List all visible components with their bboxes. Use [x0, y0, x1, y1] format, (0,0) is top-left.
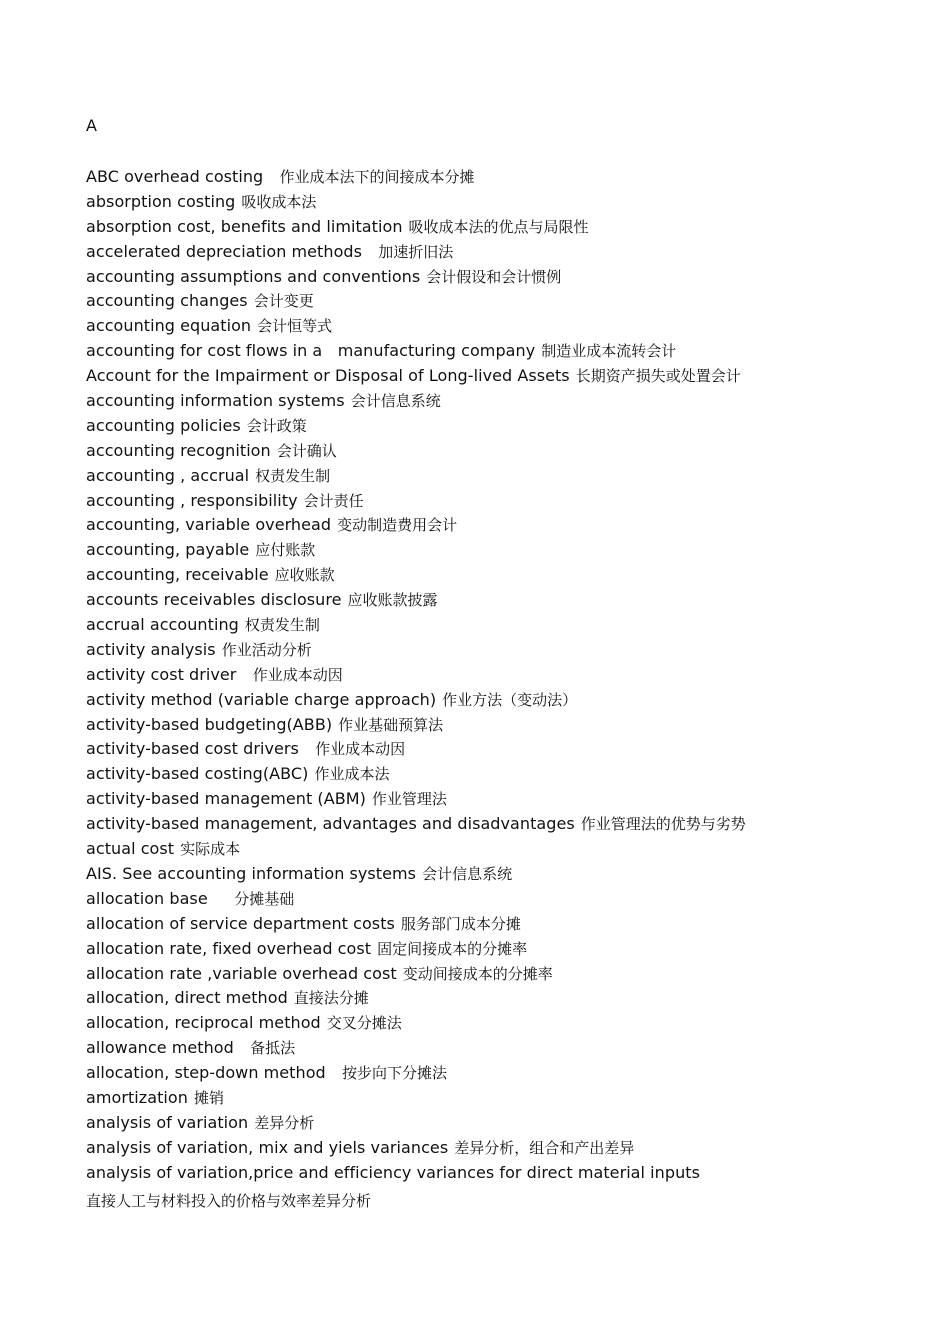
- term-english: actual cost: [86, 839, 175, 859]
- term-chinese: 作业成本法: [314, 765, 390, 784]
- glossary-entry: [86, 1111, 916, 1136]
- glossary-entry: [86, 414, 916, 439]
- term-english: accounting equation: [86, 316, 252, 336]
- term-english: activity-based management, advantages and disadvantages: [86, 814, 575, 834]
- term-english: accounting for cost flows in a manufacturing company: [86, 341, 536, 361]
- glossary-entry: [86, 588, 916, 613]
- glossary-entry: [86, 1061, 916, 1086]
- glossary-entry: [86, 762, 916, 787]
- term-chinese: 会计确认: [276, 441, 337, 460]
- term-english: absorption costing: [86, 191, 236, 211]
- term-chinese: 分摊基础: [234, 889, 295, 908]
- term-chinese: 长期资产损失或处置会计: [575, 367, 741, 386]
- term-english: allocation of service department costs: [86, 913, 395, 933]
- term-chinese: 作业方法（变动法）: [442, 690, 578, 709]
- glossary-entry: [86, 215, 916, 240]
- term-chinese: 吸收成本法的优点与局限性: [408, 217, 589, 236]
- glossary-entry: [86, 439, 916, 464]
- glossary-entry: [86, 638, 916, 663]
- term-chinese: 固定间接成本的分摊率: [377, 939, 528, 958]
- term-chinese: 作业成本动因: [315, 740, 406, 759]
- term-chinese: 摊销: [193, 1088, 224, 1107]
- term-chinese: 吸收成本法: [241, 192, 317, 211]
- term-english: allocation, reciprocal method: [86, 1013, 321, 1033]
- term-english: allocation base: [86, 888, 229, 908]
- glossary-entry: [86, 1036, 916, 1061]
- term-chinese: 变动间接成本的分摊率: [402, 964, 553, 983]
- section-letter: A: [86, 116, 97, 135]
- term-chinese: 权责发生制: [255, 466, 331, 485]
- glossary-entry: [86, 887, 916, 912]
- term-english: activity-based budgeting(ABB): [86, 714, 333, 734]
- glossary-entry: [86, 937, 916, 962]
- term-english: allocation rate ,variable overhead cost: [86, 963, 397, 983]
- glossary-entry: [86, 364, 916, 389]
- term-english: analysis of variation: [86, 1112, 249, 1132]
- glossary-entry: [86, 464, 916, 489]
- term-chinese: 变动制造费用会计: [337, 516, 458, 535]
- term-english: amortization: [86, 1087, 188, 1107]
- term-english: accounting recognition: [86, 440, 271, 460]
- term-chinese: 作业活动分析: [221, 640, 312, 659]
- glossary-entry: [86, 265, 916, 290]
- glossary-entry: [86, 962, 916, 987]
- term-chinese: 作业管理法的优势与劣势: [580, 815, 746, 834]
- glossary-entry: [86, 1086, 916, 1111]
- term-chinese: 会计信息系统: [422, 864, 513, 883]
- glossary-entry: [86, 314, 916, 339]
- glossary-entry: [86, 489, 916, 514]
- glossary-entry: [86, 563, 916, 588]
- term-chinese: 作业成本法下的间接成本分摊: [279, 168, 475, 186]
- term-chinese: 会计恒等式: [257, 317, 333, 336]
- glossary-entry: [86, 538, 916, 563]
- glossary-entry: [86, 837, 916, 862]
- glossary-entry: [86, 1136, 916, 1161]
- glossary-entry: [86, 787, 916, 812]
- term-english: accounting , accrual: [86, 465, 250, 485]
- term-english: accounting changes: [86, 291, 248, 311]
- term-chinese: 应付账款: [255, 541, 316, 560]
- term-english: activity analysis: [86, 639, 216, 659]
- glossary-entry: [86, 1161, 916, 1216]
- term-english: analysis of variation,price and efficiency variances for direct material inputs: [86, 1162, 700, 1182]
- term-english: accounting, variable overhead: [86, 515, 332, 535]
- glossary-entry: [86, 389, 916, 414]
- term-english: accounting, receivable: [86, 565, 269, 585]
- term-chinese: 会计责任: [303, 491, 364, 510]
- term-english: analysis of variation, mix and yiels variances: [86, 1137, 449, 1157]
- term-chinese: 权责发生制: [244, 616, 320, 635]
- glossary-entry: [86, 289, 916, 314]
- term-chinese: 差异分析，组合和产出差异: [454, 1138, 635, 1157]
- term-english: allocation, direct method: [86, 988, 288, 1008]
- term-english: AIS. See accounting information systems: [86, 863, 417, 883]
- glossary-entry: [86, 812, 916, 837]
- term-chinese: 应收账款披露: [347, 591, 438, 610]
- term-english: accounting policies: [86, 415, 241, 435]
- glossary-entry: [86, 1011, 916, 1036]
- term-chinese: 直接人工与材料投入的价格与效率差异分析: [86, 1191, 372, 1210]
- term-english: activity-based costing(ABC): [86, 764, 309, 784]
- term-english: activity-based cost drivers: [86, 739, 310, 759]
- glossary-entry: [86, 513, 916, 538]
- term-english: accounting , responsibility: [86, 490, 298, 510]
- glossary-entry: [86, 339, 916, 364]
- term-english: ABC overhead costing: [86, 167, 274, 186]
- term-chinese: 作业成本动因: [252, 665, 343, 684]
- term-chinese: 制造业成本流转会计: [541, 342, 677, 361]
- term-chinese: 服务部门成本分摊: [400, 914, 521, 933]
- term-chinese: 交叉分摊法: [326, 1014, 402, 1033]
- term-english: activity method (variable charge approach): [86, 689, 437, 709]
- glossary-entry: [86, 190, 916, 215]
- term-chinese: 会计假设和会计惯例: [426, 267, 562, 286]
- glossary-list: [86, 165, 916, 1216]
- term-chinese: 按步向下分摊法: [342, 1064, 448, 1083]
- term-english: allocation rate, fixed overhead cost: [86, 938, 372, 958]
- term-chinese: 会计政策: [246, 416, 307, 435]
- glossary-entry: [86, 986, 916, 1011]
- term-english: Account for the Impairment or Disposal of Long-lived Assets: [86, 366, 570, 386]
- term-chinese: 应收账款: [274, 566, 335, 585]
- term-english: activity-based management (ABM): [86, 789, 366, 809]
- term-chinese: 加速折旧法: [378, 242, 454, 261]
- term-english: accelerated depreciation methods: [86, 241, 373, 261]
- glossary-entry: [86, 688, 916, 713]
- term-chinese: 作业管理法: [371, 790, 447, 809]
- term-chinese: 直接法分摊: [293, 989, 369, 1008]
- term-english: accrual accounting: [86, 615, 239, 635]
- term-chinese: 作业基础预算法: [338, 715, 444, 734]
- term-chinese: 会计变更: [253, 292, 314, 311]
- term-english: allocation, step-down method: [86, 1063, 337, 1083]
- document-page: [86, 116, 916, 1216]
- term-chinese: 会计信息系统: [350, 392, 441, 411]
- glossary-entry: [86, 613, 916, 638]
- term-english: allowance method: [86, 1038, 245, 1058]
- term-chinese: 备抵法: [250, 1039, 296, 1058]
- glossary-entry: [86, 713, 916, 738]
- term-chinese: 差异分析: [254, 1113, 315, 1132]
- glossary-entry: [86, 663, 916, 688]
- glossary-entry: [86, 912, 916, 937]
- term-english: activity cost driver: [86, 664, 247, 684]
- glossary-entry: [86, 240, 916, 265]
- term-chinese: 实际成本: [180, 840, 241, 859]
- term-english: accounting information systems: [86, 391, 345, 411]
- term-english: absorption cost, benefits and limitation: [86, 216, 403, 236]
- glossary-entry: [86, 862, 916, 887]
- term-english: accounting assumptions and conventions: [86, 266, 421, 286]
- term-english: accounting, payable: [86, 540, 250, 560]
- term-english: accounts receivables disclosure: [86, 590, 342, 610]
- glossary-entry: [86, 737, 916, 762]
- glossary-entry: [86, 165, 916, 190]
